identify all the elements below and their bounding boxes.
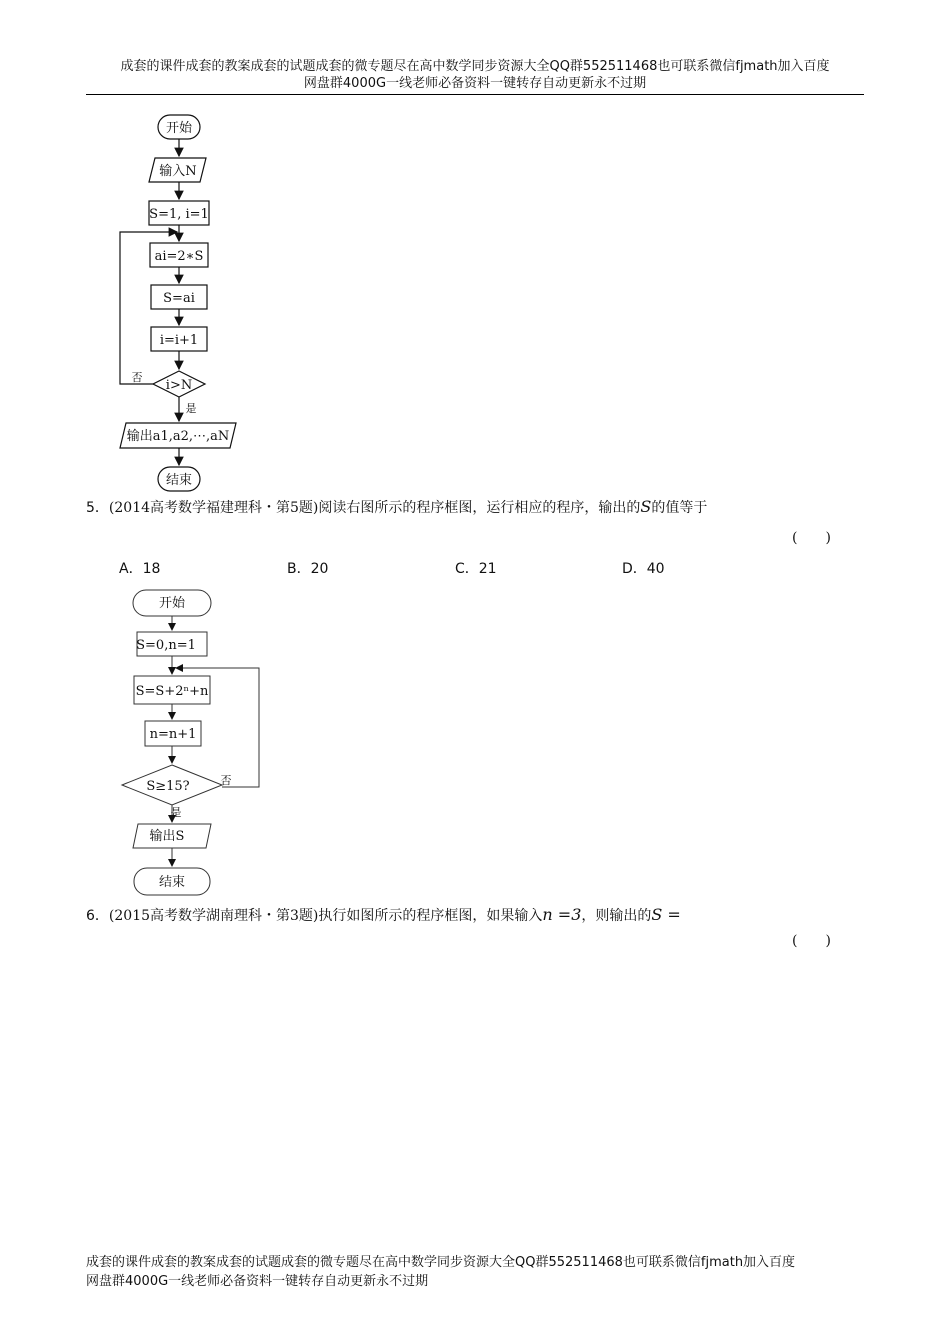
fc1-no-label: 否 <box>131 371 143 384</box>
q5-number: 5． <box>86 500 109 516</box>
q5-text-b: 的值等于 <box>651 500 708 516</box>
header-line-2: 网盘群4000G一线老师必备资料一键转存自动更新永不过期 <box>303 76 647 91</box>
fc1-end-label: 结束 <box>165 473 193 488</box>
header-line-1: 成套的课件成套的教案成套的试题成套的微专题尽在高中数学同步资源大全QQ群552511468也可联系微信fjmath加入百度 <box>120 59 830 74</box>
fc2-end-label: 结束 <box>158 875 186 890</box>
fc1-step3-label: i=i+1 <box>159 333 199 348</box>
q5-var: S <box>640 497 652 516</box>
footer-line-2: 网盘群4000G一线老师必备资料一键转存自动更新永不过期 <box>86 1274 429 1289</box>
fc2-yes-label: 是 <box>170 806 182 819</box>
fc1-start-label: 开始 <box>165 121 193 136</box>
fc2-step2-label: n=n+1 <box>149 727 197 742</box>
fc2-step1-label: S=S+2ⁿ+n <box>135 684 209 699</box>
fc2-no-label: 否 <box>220 774 232 787</box>
fc2-start-label: 开始 <box>158 596 186 611</box>
q5-answer-paren: ( ) <box>792 530 831 546</box>
q5-option-b: B．20 <box>287 561 329 577</box>
fc1-input-label: 输入N <box>159 164 197 179</box>
fc2-output-label: 输出S <box>149 829 185 844</box>
fc1-step2-label: S=ai <box>163 291 195 306</box>
fc1-init-label: S=1, i=1 <box>149 207 209 222</box>
q5-text-a: (2014高考数学福建理科・第5题)阅读右图所示的程序框图，运行相应的程序，输出的 <box>108 500 641 516</box>
fc1-output-label: 输出a1,a2,⋯,aN <box>126 429 230 444</box>
q6-text-a: (2015高考数学湖南理科・第3题)执行如图所示的程序框图，如果输入 <box>108 908 543 924</box>
fc1-cond-label: i>N <box>165 378 193 393</box>
q6-math-s: S = <box>651 905 681 924</box>
q6-answer-paren: ( ) <box>792 933 831 949</box>
q5-option-c: C．21 <box>455 561 497 577</box>
fc2-cond-label: S≥15? <box>146 779 190 794</box>
q6-math-n: n =3 <box>542 905 582 924</box>
footer-line-1: 成套的课件成套的教案成套的试题成套的微专题尽在高中数学同步资源大全QQ群552511468也可联系微信fjmath加入百度 <box>86 1255 796 1270</box>
q5-option-d: D．40 <box>622 561 665 577</box>
fc1-yes-label: 是 <box>185 402 197 415</box>
page-footer <box>86 1253 864 1291</box>
fc2-init-label: S=0,n=1 <box>136 638 196 653</box>
q6-text-b: ，则输出的 <box>581 908 652 924</box>
q6-number: 6． <box>86 908 109 924</box>
q5-option-a: A．18 <box>119 561 161 577</box>
fc1-step1-label: ai=2∗S <box>154 249 204 264</box>
question-6 <box>86 905 681 926</box>
